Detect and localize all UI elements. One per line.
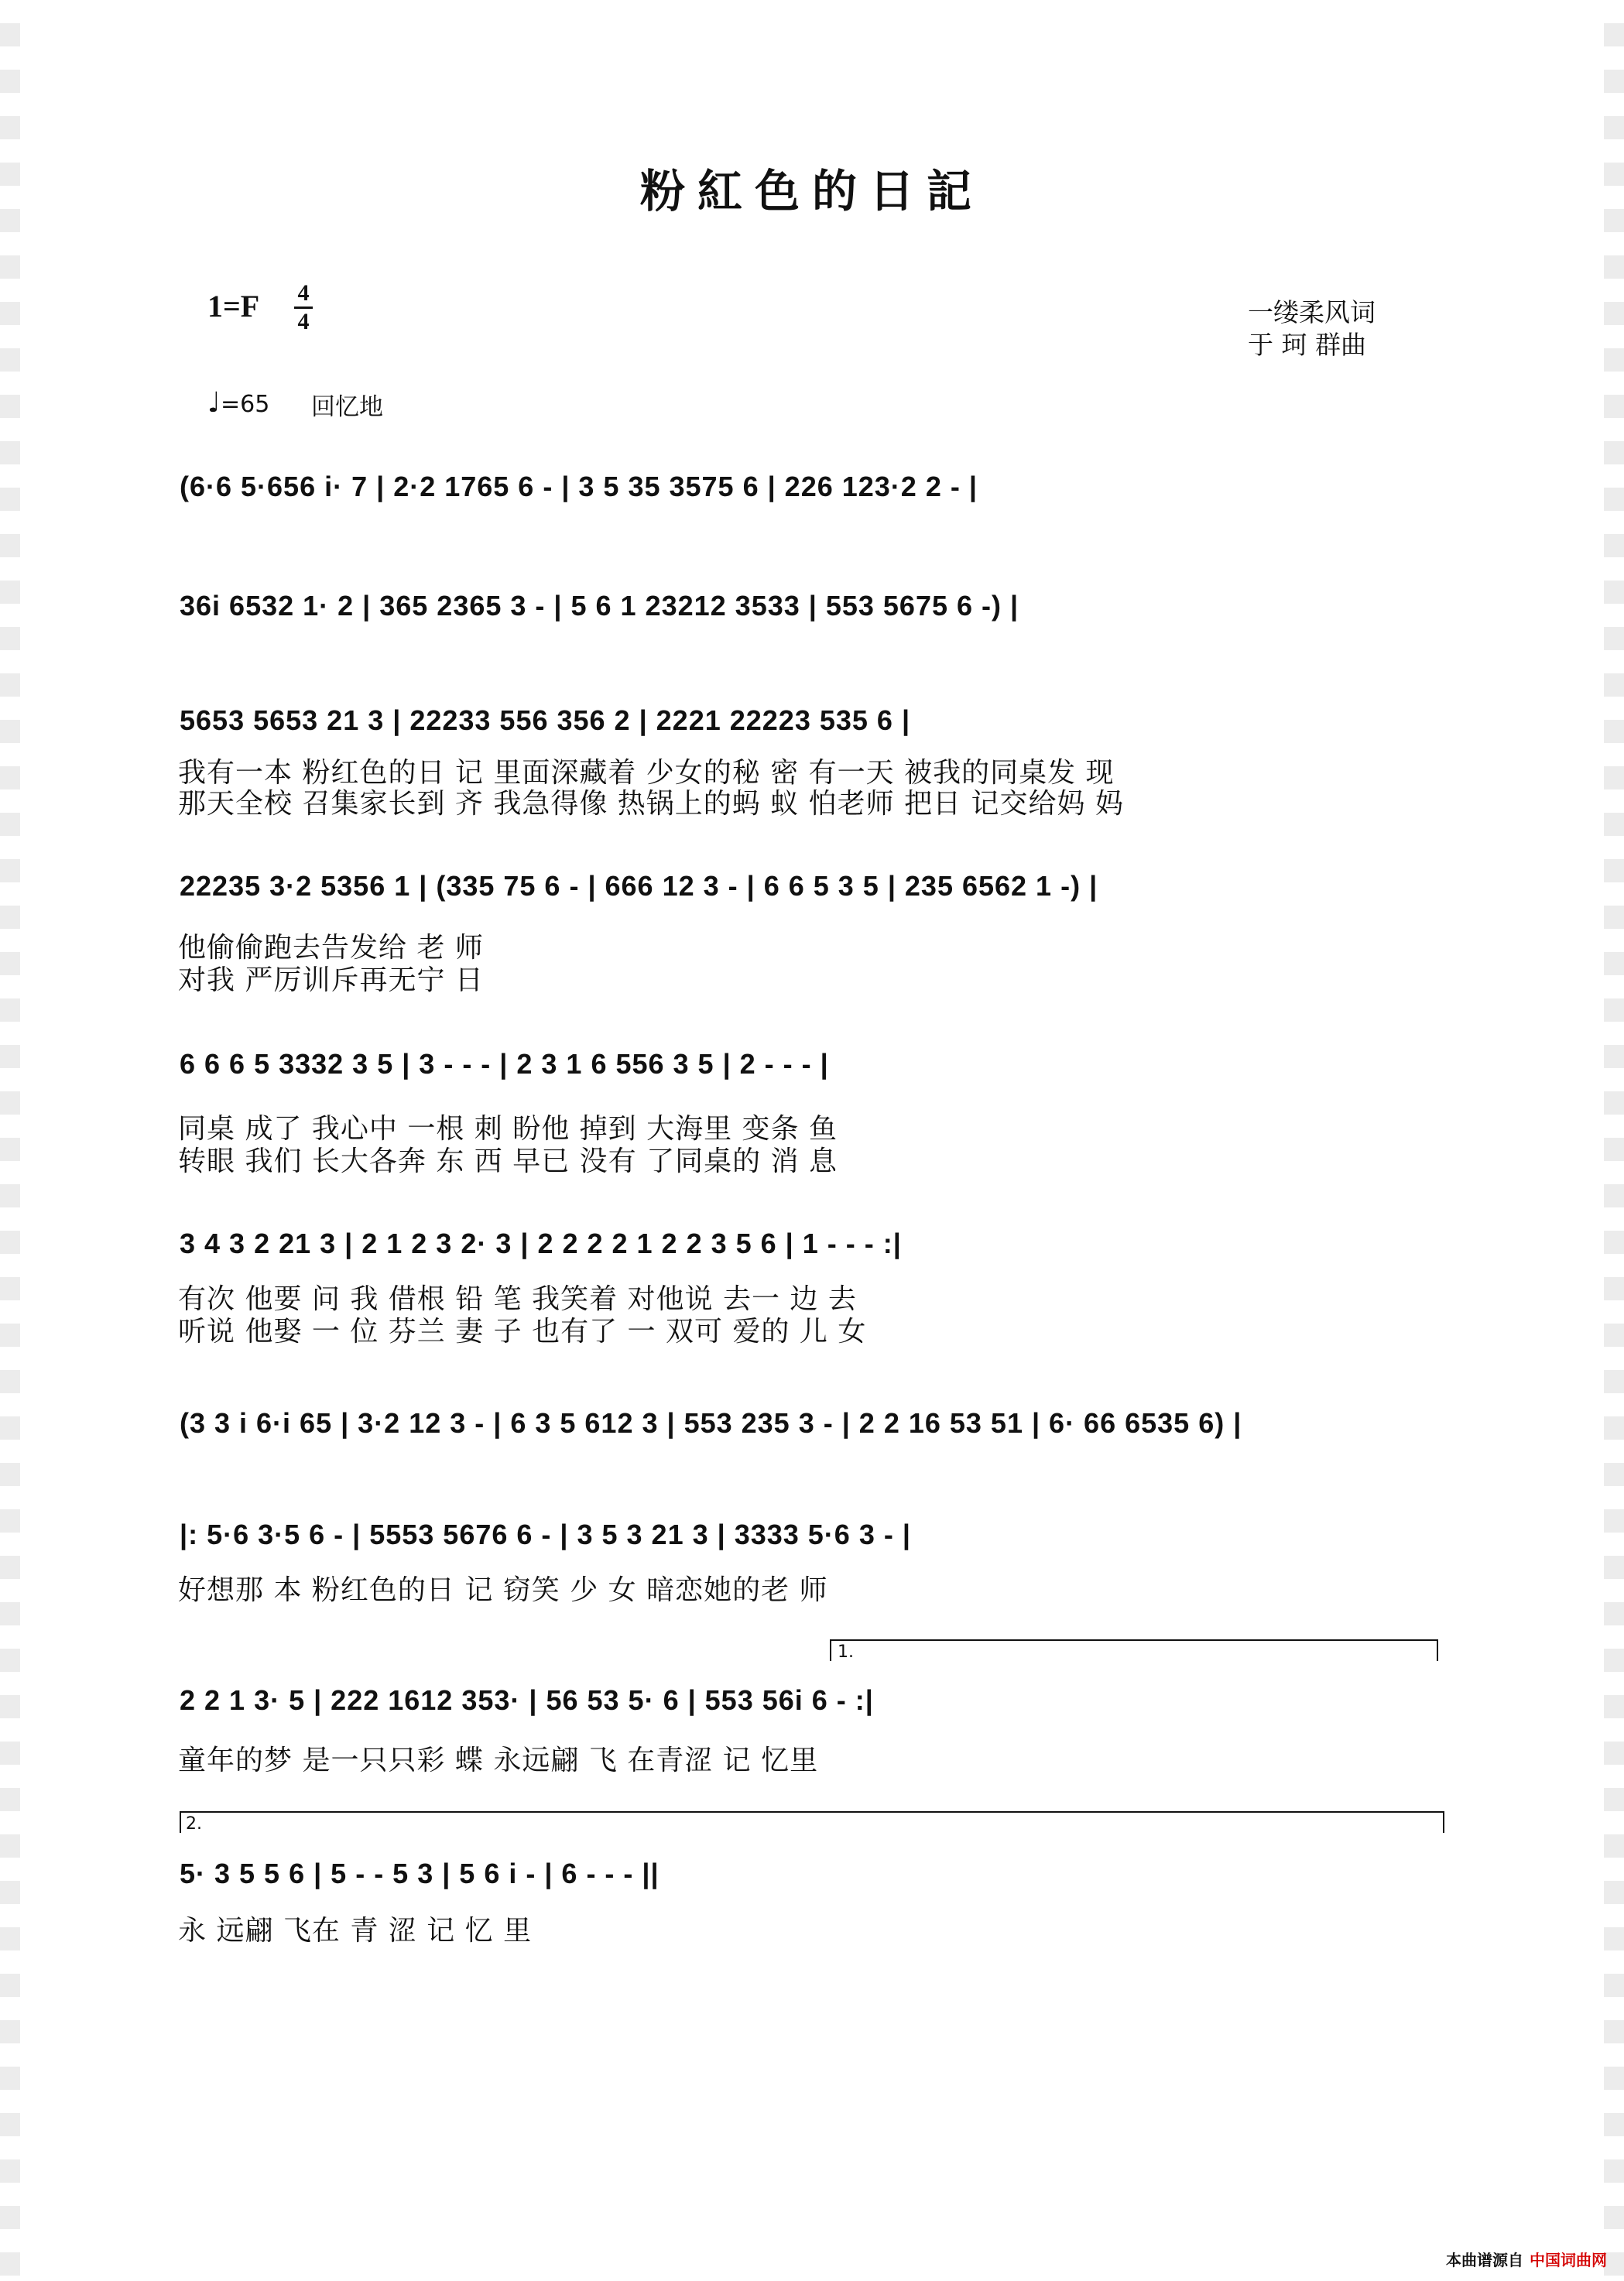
lyricist-credit: 一缕柔风词 xyxy=(1248,297,1376,327)
time-signature-bottom: 4 xyxy=(297,309,310,334)
staff-4-lyric-verse-1: 他偷偷跑去告发给 老 师 xyxy=(178,932,484,964)
second-ending-label: 2. xyxy=(186,1814,202,1834)
staff-1-notes: (6·6 5·656 i· 7 | 2·2 1765 6 - | 3 5 35 3575 6 | 226 123·2 2 - | xyxy=(180,471,978,502)
staff-5-lyric-verse-2: 转眼 我们 长大各奔 东 西 早已 没有 了同桌的 消 息 xyxy=(178,1146,838,1177)
left-page-border xyxy=(0,0,20,2281)
first-ending-bracket xyxy=(830,1639,1438,1641)
staff-5-lyric-verse-1: 同桌 成了 我心中 一根 刺 盼他 掉到 大海里 变条 鱼 xyxy=(178,1113,838,1145)
quarter-note-icon: ♩ xyxy=(207,387,221,419)
tempo-value: =65 xyxy=(220,391,270,418)
tempo-marking xyxy=(207,387,269,419)
key-signature: 1=F xyxy=(207,289,260,324)
staff-2-notes: 36i 6532 1· 2 | 365 2365 3 - | 5 6 1 23212 3533 | 553 5675 6 -) | xyxy=(180,590,1019,622)
staff-10-lyric: 永 远翩 飞在 青 涩 记 忆 里 xyxy=(178,1915,533,1947)
composer-credit: 于 珂 群曲 xyxy=(1248,330,1366,360)
staff-4-lyric-verse-2: 对我 严厉训斥再无宁 日 xyxy=(178,964,484,996)
time-signature xyxy=(294,280,313,335)
song-title: 粉紅色的日記 xyxy=(639,165,984,217)
time-signature-top: 4 xyxy=(297,280,310,306)
second-ending-bracket xyxy=(180,1811,1444,1813)
staff-6-notes: 3 4 3 2 21 3 | 2 1 2 3 2· 3 | 2 2 2 2 1 2 2 3 5 6 | 1 - - - :| xyxy=(180,1228,902,1259)
footer-source-label: 本曲谱源自 xyxy=(1446,2251,1523,2269)
right-page-border xyxy=(1604,0,1624,2281)
staff-3-lyric-verse-2: 那天全校 召集家长到 齐 我急得像 热锅上的蚂 蚁 怕老师 把日 记交给妈 妈 xyxy=(178,788,1124,820)
staff-8-notes: |: 5·6 3·5 6 - | 5553 5676 6 - | 3 5 3 21 3 | 3333 5·6 3 - | xyxy=(180,1519,911,1550)
staff-6-lyric-verse-2: 听说 他娶 一 位 芬兰 妻 子 也有了 一 双可 爱的 儿 女 xyxy=(178,1316,867,1348)
footer-site-logo: 中国词曲网 xyxy=(1530,2251,1607,2269)
first-ending-label: 1. xyxy=(838,1642,854,1662)
staff-4-notes: 22235 3·2 5356 1 | (335 75 6 - | 666 12 3 - | 6 6 5 3 5 | 235 6562 1 -) | xyxy=(180,870,1098,902)
staff-9-lyric: 童年的梦 是一只只彩 蝶 永远翩 飞 在青涩 记 忆里 xyxy=(178,1745,819,1776)
staff-9-notes: 2 2 1 3· 5 | 222 1612 353· | 56 53 5· 6 | 553 56i 6 - :| xyxy=(180,1684,874,1716)
staff-8-lyric: 好想那 本 粉红色的日 记 窃笑 少 女 暗恋她的老 师 xyxy=(178,1574,828,1606)
staff-10-notes: 5· 3 5 5 6 | 5 - - 5 3 | 5 6 i - | 6 - - - || xyxy=(180,1858,660,1889)
staff-6-lyric-verse-1: 有次 他要 问 我 借根 铅 笔 我笑着 对他说 去一 边 去 xyxy=(178,1283,857,1315)
staff-3-notes: 5653 5653 21 3 | 22233 556 356 2 | 2221 22223 535 6 | xyxy=(180,704,911,736)
expression-marking: 回忆地 xyxy=(311,393,383,421)
staff-7-notes: (3 3 i 6·i 65 | 3·2 12 3 - | 6 3 5 612 3 | 553 235 3 - | 2 2 16 53 51 | 6· 66 6535 6) | xyxy=(180,1407,1242,1439)
staff-5-notes: 6 6 6 5 3332 3 5 | 3 - - - | 2 3 1 6 556 3 5 | 2 - - - | xyxy=(180,1048,829,1080)
staff-3-lyric-verse-1: 我有一本 粉红色的日 记 里面深藏着 少女的秘 密 有一天 被我的同桌发 现 xyxy=(178,757,1115,789)
